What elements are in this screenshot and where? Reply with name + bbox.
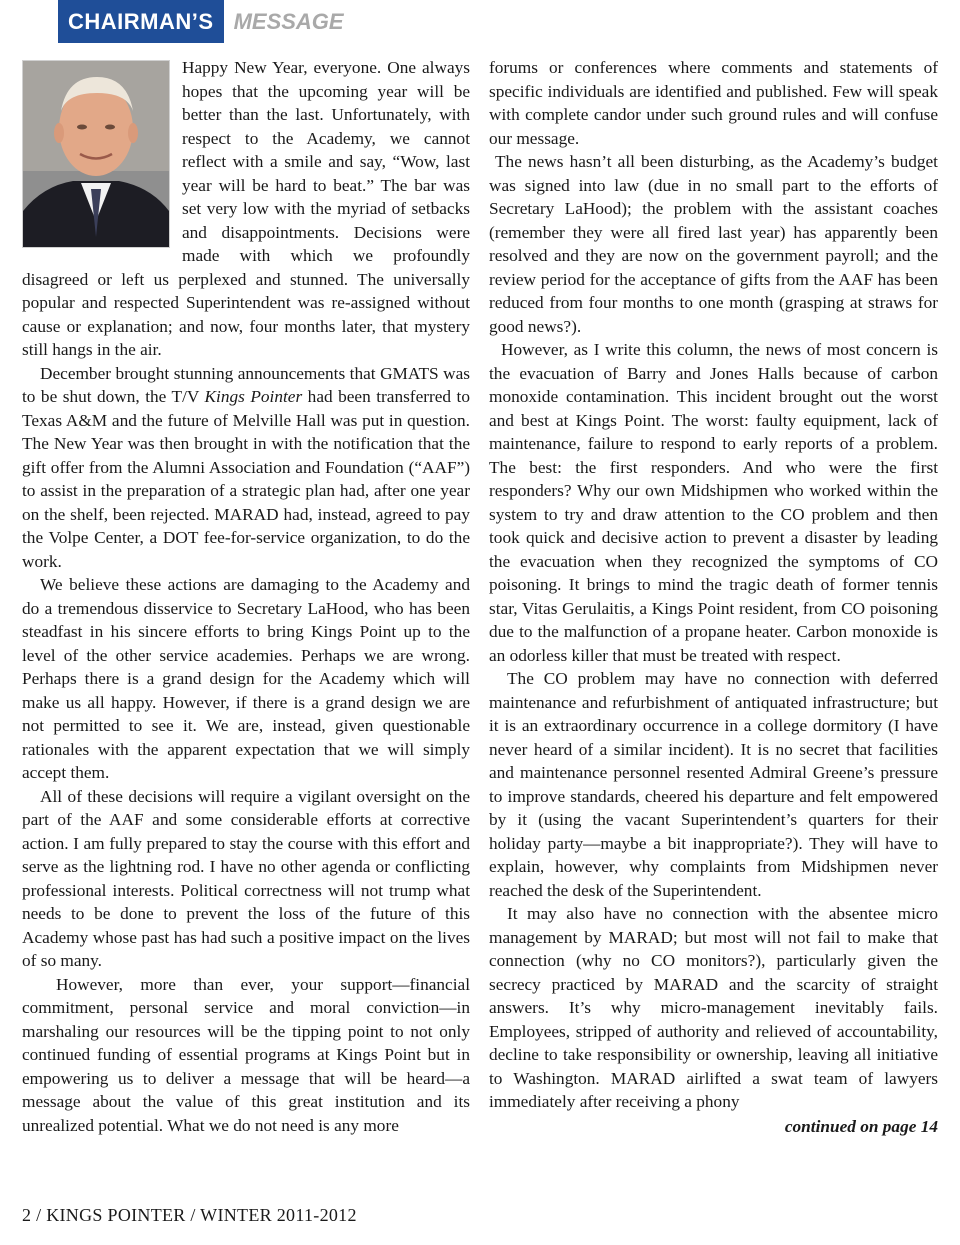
chairman-portrait	[22, 60, 170, 248]
paragraph: The news hasn’t all been disturbing, as the Academy’s budget was signed into law (due in no small part to the efforts of Secretary LaHood); the problem with the assistant coaches (remember they were all fired last year) has apparently been resolved and they are now on the government payroll; and the review period for the acceptance of gifts from the AAF has been reduced from four months to one month (grasping at straws for good news?).	[489, 152, 938, 336]
paragraph: However, more than ever, your support—financial commitment, personal service and moral conviction—in marshaling our resources will be the tipping point to not only continued funding of essential programs at Kings Point but in empowering us to deliver a message that will be heard—a message about the value of this great institution and its unrealized potential. What we do not need is any more	[22, 974, 470, 1135]
left-column	[22, 56, 470, 1137]
paragraph: We believe these actions are damaging to the Academy and do a tremendous disservice to Secretary LaHood, who has been steadfast in his sincere efforts to bring Kings Point up to the level of the other service academies. Perhaps we are wrong. Perhaps there is a grand design for the Academy which will make us all happy. However, if there is a grand design we are not permitted to see it. We are, instead, given questionable rationales with the apparent expectation that we will simply accept them.	[22, 575, 470, 782]
section-title: CHAIRMAN’S	[58, 0, 224, 43]
vessel-name: Kings Pointer	[204, 387, 303, 406]
paragraph	[22, 362, 470, 574]
paragraph: forums or conferences where comments and statements of specific individuals are identified and published. Few will speak with complete candor under such ground rules and will confuse our message.	[489, 58, 938, 148]
continued-notice: continued on page 14	[784, 1116, 938, 1136]
section-header	[58, 0, 354, 43]
page-footer: 2 / KINGS POINTER / WINTER 2011-2012	[22, 1205, 357, 1225]
paragraph-text: December brought stunning announcements that GMATS was to be shut down, the T/V	[22, 363, 470, 406]
paragraph: However, as I write this column, the news of most concern is the evacuation of Barry and Jones Halls because of carbon monoxide contamination. This incident brought out the worst and best at Kings Point. The worst: faulty equipment, lack of maintenance, failure to respond to early reports of a problem. The best: the first responders. And who were the first responders? Why our own Midshipmen who worked within the system to try and draw attention to the CO problem and then took quick and decisive action to prevent a disaster by leading the evacuation when they recognized the symptoms of CO poisoning. It brings to mind the tragic death of former tennis star, Vitas Gerulaitis, a Kings Point resident, from CO poisoning due to the malfunction of a propane heater. Carbon monoxide is an odorless killer that must be treated with respect.	[489, 340, 938, 665]
paragraph-text: had been transferred to Texas A&M and the future of Melville Hall was put in question. The New Year was then brought in with the notification that the gift offer from the Alumni Association and Foundation (“AAF”) to assist in the preparation of a strategic plan had, after one year on the shelf, been rejected. MARAD had, instead, agreed to pay the Volpe Center, a DOT fee-for-service organization, to do the work.	[22, 387, 470, 571]
paragraph: Happy New Year, everyone. One always hopes that the upcoming year will be better than the last. Unfortunately, with respect to the Academy, we cannot reflect with a smile and say, “Wow, last year will be hard to beat.” The bar was set very low with the myriad of setbacks and disappointments. Decisions were made with which we profoundly disagreed or left us perplexed and stunned. The universally popular and respected Superintendent was re-assigned without cause or explanation; and now, four months later, that mystery still hangs in the air.	[22, 58, 470, 359]
right-column	[489, 56, 938, 1138]
paragraph: It may also have no connection with the absentee micro management by MARAD; but most will not fail to make that connection (why no CO monitors?), particularly given the secrecy practiced by MARAD and the scarcity of straight answers. It’s why micro-management inevitably fails. Employees, stripped of authority and relieved of accountability, decline to take responsibility or ownership, leaving all initiative to Washington. MARAD airlifted a swat team of lawyers immediately after receiving a phony	[489, 904, 938, 1111]
paragraph: The CO problem may have no connection with deferred maintenance and refurbishment of antiquated infrastructure; but it is an extraordinary occurrence in a college dormitory (I have never heard of a similar incident). It is no secret that facilities and maintenance personnel resented Admiral Greene’s pressure to improve standards, cheered his departure and felt empowered by it (using the vacant Superintendent’s quarters for their holiday party—maybe a bit inappropriate?). They will have to explain, however, why complaints from Midshipmen never reached the desk of the Superintendent.	[489, 669, 938, 900]
paragraph: All of these decisions will require a vigilant oversight on the part of the AAF and some considerable efforts at corrective action. I am fully prepared to stay the course with this effort and serve as the lightning rod. I have no other agenda or conflicting professional interests. Political correctness will not trump what needs to be done to prevent the loss of the future of this Academy whose past has had such a positive impact on the lives of so many.	[22, 786, 470, 970]
section-subtitle: MESSAGE	[233, 8, 344, 34]
